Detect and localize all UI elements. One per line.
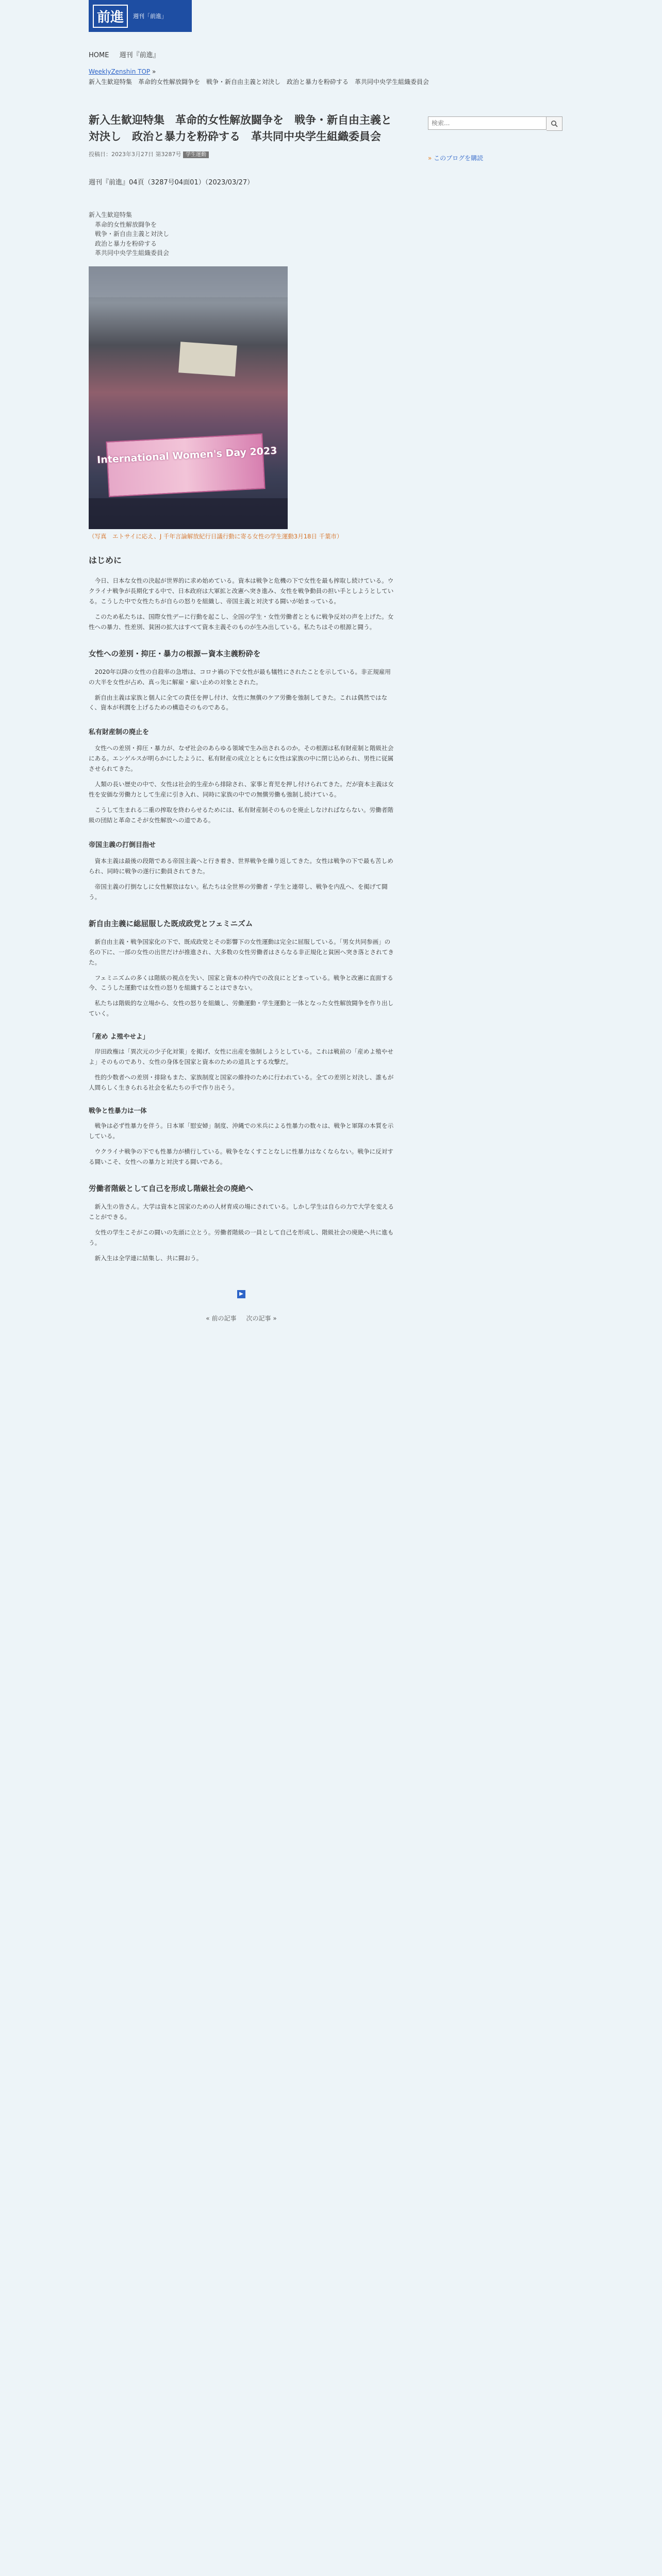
section-heading: 私有財産制の廃止を (89, 728, 150, 737)
sidebar (428, 116, 573, 162)
post-navigation (89, 1314, 394, 1323)
paragraph: フェミニズムの多くは階級の視点を失い、国家と資本の枠内での改良にとどまっている。戦争と改憲に直面する今、こうした運動では女性の怒りを組織することはできない。 (89, 974, 393, 992)
search-icon (551, 120, 558, 127)
excerpt-line: 新入生歓迎特集 (89, 211, 133, 218)
top-nav (89, 49, 168, 59)
paragraph: 今日、日本な女性の決起が世界的に求め始めている。資本は戦争と危機の下で女性を最も搾取し続けている。ウクライナ戦争が長期化する中で、日本政府は大軍拡と改憲へ突き進み、女性を戦争動員の担い手としようとしている。こうした中で女性たちが自らの怒りを組織し、帝国主義と対決する闘いが始まっている。 (89, 577, 394, 605)
photo-banner (106, 433, 265, 497)
breadcrumb (89, 68, 429, 86)
issue-line: 週刊『前進』04頁（3287号04面01）（2023/03/27） (89, 179, 254, 187)
paragraph: 戦争は必ず性暴力を伴う。日本軍「慰安婦」制度、沖縄での米兵による性暴力の数々は、戦争と軍隊の本質を示している。 (89, 1122, 394, 1140)
photo-placard (178, 342, 237, 377)
next-post-link[interactable]: 次の記事 » (246, 1315, 277, 1323)
paragraph: 新入生の皆さん。大学は資本と国家のための人材育成の場にされている。しかし学生は自らの力で大学を変えることができる。 (89, 1202, 394, 1221)
post-excerpt (89, 210, 394, 258)
section-heading: 新自由主義に総屈服した既成政党とフェミニズム (89, 920, 253, 928)
paragraph: 新入生は全学連に結集し、共に闘おう。 (94, 1254, 203, 1262)
paragraph: 岸田政権は「異次元の少子化対策」を掲げ、女性に出産を強制しようとしている。これは戦前の「産めよ殖やせよ」そのものであり、女性の身体を国家と資本のための道具とする攻撃だ。 (89, 1048, 393, 1066)
excerpt-line: 戦争・新自由主義と対決し (95, 230, 170, 238)
section-heading: 女性への差別・抑圧・暴力の根源ー資本主義粉砕を (89, 650, 261, 658)
paragraph: 2020年以降の女性の自殺率の急増は、コロナ禍の下で女性が最も犠牲にされたことを示している。非正規雇用の大半を女性が占め、真っ先に解雇・雇い止めの対象とされた。 (89, 668, 391, 686)
nav-home[interactable]: HOME (89, 52, 109, 59)
excerpt-line: 政治と暴力を粉砕する (95, 240, 157, 247)
post-meta (89, 150, 394, 158)
share-icon[interactable]: ▶ (237, 1290, 245, 1298)
excerpt-line: 革共同中央学生組織委員会 (95, 249, 170, 257)
post-date: 投稿日：2023年3月27日 (89, 151, 154, 158)
post-issue[interactable]: 第3287号 (155, 151, 181, 158)
paragraph: こうして生まれる二重の搾取を終わらせるためには、私有財産制そのものを廃止しなければならない。労働者階級の団結と革命こそが女性解放への道である。 (89, 806, 393, 824)
photo-caption: （写真 エトサイに応え、J 千年言論解放紀行日議行動に寄る女性の学生運動3月18日 千葉市） (89, 532, 343, 540)
paragraph: 私たちは階級的な立場から、女性の怒りを組織し、労働運動・学生運動と一体となった女性解放闘争を作り出していく。 (89, 999, 394, 1018)
breadcrumb-top-link[interactable]: WeeklyZenshin TOP (89, 68, 151, 75)
main-content (89, 112, 394, 1323)
arrow-icon: » (428, 155, 432, 162)
breadcrumb-current: 新入生歓迎特集 革命的女性解放闘争を 戦争・新自由主義と対決し 政治と暴力を粉砕する 革共同中央学生組織委員会 (89, 78, 429, 86)
prev-post-link[interactable]: « 前の記事 (206, 1315, 237, 1323)
search-input[interactable] (428, 116, 547, 130)
paragraph: 帝国主義の打倒なしに女性解放はない。私たちは全世界の労働者・学生と連帯し、戦争を内乱へ、を掲げて闘う。 (89, 883, 388, 901)
post-tag[interactable]: 学生運動 (183, 151, 209, 158)
section-heading: 労働者階級として自己を形成し階級社会の廃絶へ (89, 1184, 253, 1193)
site-logo[interactable] (89, 0, 192, 32)
section-heading: 「産め よ殖やせよ」 (89, 1032, 149, 1041)
paragraph: 新自由主義は家族と個人に全ての責任を押し付け、女性に無償のケア労働を強制してきた。これは偶然ではなく、資本が利潤を上げるための構造そのものである。 (89, 693, 388, 711)
logo-mark: 前進 (93, 5, 128, 28)
paragraph: 女性への差別・抑圧・暴力が、なぜ社会のあらゆる領域で生み出されるのか。その根源は私有財産制と階級社会にある。エンゲルスが明らかにしたように、私有財産の成立とともに女性は家族の中に閉じ込められ、男性に従属させられてきた。 (89, 744, 394, 773)
nav-weekly[interactable]: 週刊『前進』 (119, 52, 160, 59)
paragraph: このため私たちは、国際女性デーに行動を起こし、全国の学生・女性労働者とともに戦争反対の声を上げた。女性への暴力、性差別、貧困の拡大はすべて資本主義そのものが生み出している。私たちはその根源と闘う。 (89, 613, 394, 631)
logo-site-name: 週刊「前進」 (133, 13, 168, 20)
paragraph: 人類の長い歴史の中で、女性は社会的生産から排除され、家事と育児を押し付けられてきた。だが資本主義は女性を安価な労働力として生産に引き入れ、同時に家族の中での無償労働も強制し続けている。 (89, 781, 394, 799)
excerpt-line: 革命的女性解放闘争を (95, 221, 157, 228)
post-title: 新入生歓迎特集 革命的女性解放闘争を 戦争・新自由主義と対決し 政治と暴力を粉砕する 革共同中央学生組織委員会 (89, 114, 392, 143)
post-photo[interactable] (89, 266, 288, 529)
search-form (428, 116, 573, 131)
subscribe-link[interactable] (428, 154, 573, 162)
section-heading: 帝国主義の打倒目指せ (89, 841, 156, 849)
paragraph: 資本主義は最後の段階である帝国主義へと行き着き、世界戦争を繰り返してきた。女性は戦争の下で最も苦しめられ、同時に戦争の遂行に動員されてきた。 (89, 857, 393, 875)
photo-banner-text: International Women's Day 2023 (96, 445, 277, 466)
subscribe-label: このブログを購読 (434, 155, 484, 162)
paragraph: 女性の学生こそがこの闘いの先頭に立とう。労働者階級の一員として自己を形成し、階級社会の廃絶へ共に進もう。 (89, 1228, 394, 1246)
section-heading: 戦争と性暴力は一体 (89, 1107, 147, 1115)
paragraph: 新自由主義・戦争国家化の下で、既成政党とその影響下の女性運動は完全に屈服している。「男女共同参画」の名の下に、一部の女性の出世だけが推進され、大多数の女性労働者はさらなる非正規化と貧困へ突き落とされてきた。 (89, 938, 394, 966)
search-button[interactable] (547, 116, 562, 131)
paragraph: 性的少数者への差別・排除もまた、家族制度と国家の維持のために行われている。全ての差別と対決し、誰もが人間らしく生きられる社会を私たちの手で作り出そう。 (89, 1074, 394, 1092)
paragraph: ウクライナ戦争の下でも性暴力が横行している。戦争をなくすことなしに性暴力はなくならない。戦争に反対する闘いこそ、女性への暴力と対決する闘いである。 (89, 1147, 393, 1165)
breadcrumb-separator: » (152, 68, 156, 75)
intro-heading: はじめに (89, 555, 122, 565)
